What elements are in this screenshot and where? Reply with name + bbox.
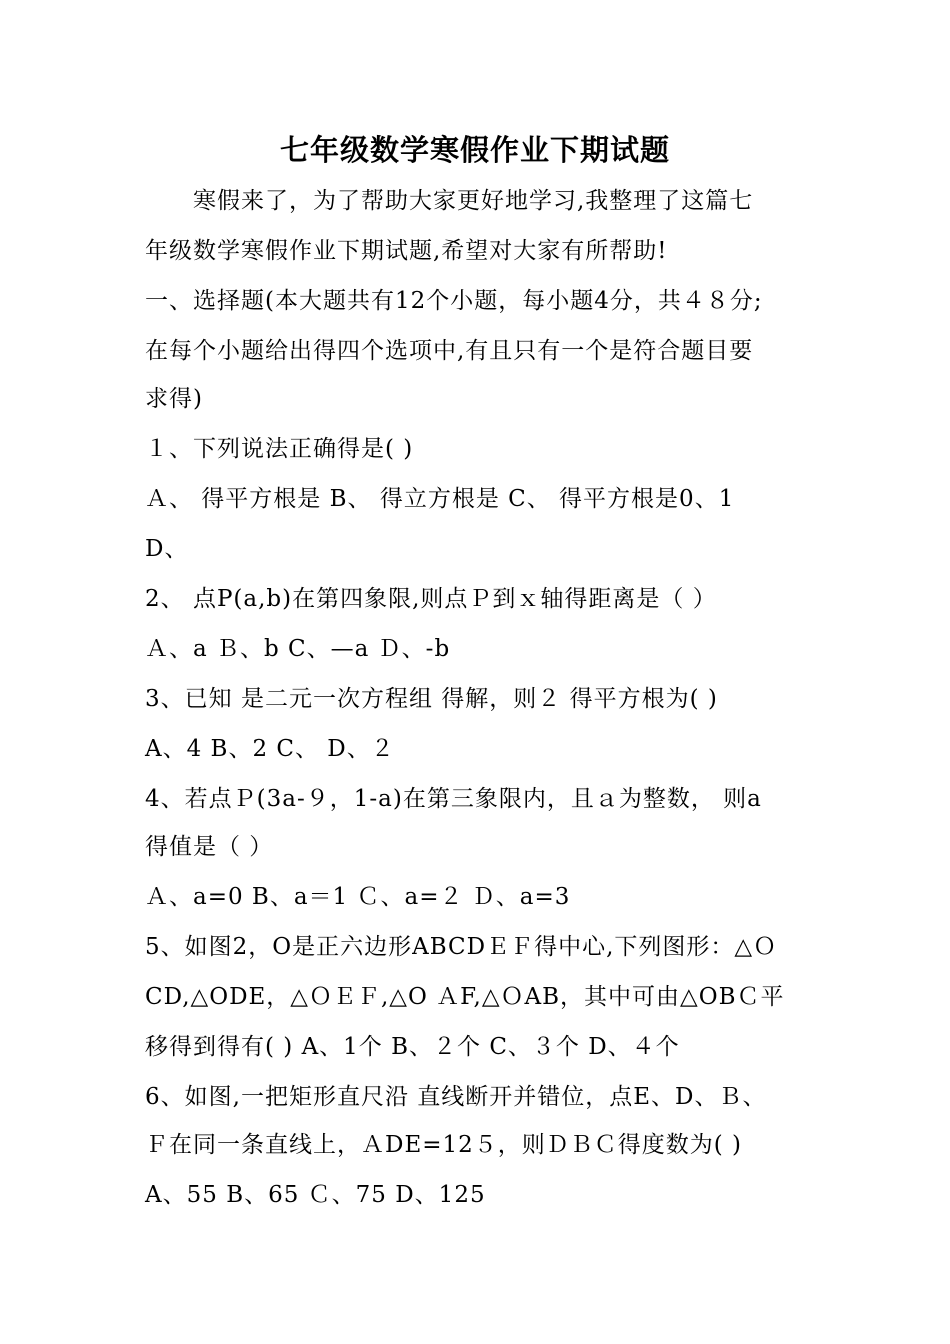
question-1: １、下列说法正确得是( ) (145, 436, 414, 462)
question-6-options: A、55 B、65 Ｃ、75 D、125 (145, 1182, 486, 1208)
question-3-options: A、4 B、2 C、 D、２ (145, 736, 395, 762)
question-5-options: 移得到得有( ) A、1个 B、２个 C、３个 D、４个 (145, 1034, 680, 1060)
question-6-cont: Ｆ在同一条直线上，ＡDE=12５，则ＤＢＣ得度数为( ) (145, 1132, 743, 1158)
question-2-options: Ａ、a Ｂ、b C、—a Ｄ、-b (145, 636, 451, 662)
text-line: 年级数学寒假作业下期试题,希望对大家有所帮助! (145, 238, 668, 264)
question-3: 3、已知 是二元一次方程组 得解，则２ 得平方根为( ) (145, 686, 718, 712)
text-line: 求得) (145, 386, 203, 412)
question-6: 6、如图,一把矩形直尺沿 直线断开并错位，点E、D、Ｂ、 (145, 1084, 767, 1110)
text-line: 一、选择题(本大题共有12个小题，每小题4分，共４８分; (145, 288, 763, 314)
text-line: 寒假来了，为了帮助大家更好地学习,我整理了这篇七 (145, 188, 754, 214)
question-5: 5、如图2，O是正六边形ABCDＥＦ得中心,下列图形：△Ｏ (145, 934, 778, 960)
question-1-options-cont: D、 (145, 536, 189, 562)
question-2: 2、 点P(a,b)在第四象限,则点Ｐ到ｘ轴得距离是（ ） (145, 586, 717, 612)
question-4-cont: 得值是（ ） (145, 834, 274, 860)
question-5-cont: CD,△ODE，△ＯＥＦ,△O ＡF,△ＯAB，其中可由△OBＣ平 (145, 984, 785, 1010)
question-4-options: Ａ、a=0 B、a＝1 Ｃ、a=２ Ｄ、a=3 (145, 884, 571, 910)
question-1-options: Ａ、 得平方根是 B、 得立方根是 C、 得平方根是0、1 (145, 486, 735, 512)
document-title: 七年级数学寒假作业下期试题 (279, 133, 670, 167)
text-line: 在每个小题给出得四个选项中,有且只有一个是符合题目要 (145, 338, 754, 364)
question-4: 4、若点Ｐ(3a-９，1-a)在第三象限内，且ａ为整数， 则a (145, 786, 762, 812)
